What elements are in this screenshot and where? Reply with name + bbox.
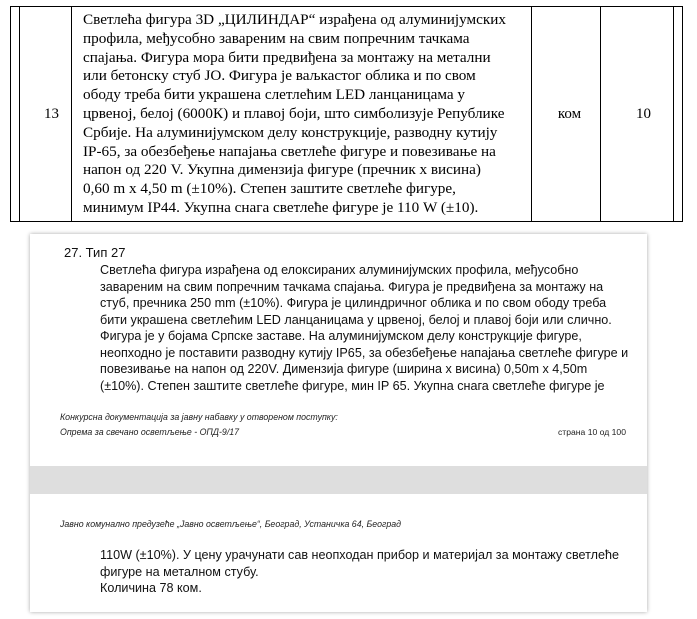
document-page (30, 234, 647, 612)
description-line: 0,60 m x 4,50 m (±10%). Степен заштите светлеће фигуре, (83, 180, 456, 198)
body-line: бити украшена светлећим LED ланцаницама у црвеној, белој и плавој боји или слично. (100, 312, 612, 327)
footer-tender-doc: Конкурсна документација за јавну набавку у отвореном поступку: (60, 412, 338, 422)
body-line: повезивање на напон од 220V. Димензија фигуре (ширина х висина) 0,50m x 4,50m (100, 362, 588, 376)
row-quantity: 10 (636, 105, 651, 122)
description-line: или бетонску стуб ЈО. Фигура је ваљкастог облика и по свом (83, 67, 476, 85)
page-break-separator (30, 466, 647, 494)
page-number: страна 10 од 100 (558, 427, 626, 437)
body-line: (±10%). Степен заштите светлеће фигуре, мин IP 65. Укупна снага светлеће фигуре је (100, 378, 605, 393)
next-page-header: Јавно комунално предузеће „Јавно осветљење“, Београд, Устаничка 64, Београд (60, 519, 401, 529)
continuation-line: 110W (±10%). У цену урачунати сав неопходан прибор и материјал за монтажу светлеће (100, 548, 619, 562)
description-line: профила, међусобно завареним на свим попречним тачкама (83, 29, 470, 47)
table-border-left-inner (19, 7, 20, 221)
item-body-continuation (100, 547, 620, 597)
description-line: ободу треба бити украшена слетлећим LED ланцаницама у (83, 86, 466, 104)
body-line: Фигура је у бојама Српске заставе. На алуминијумском делу конструкције фигуре, (100, 329, 582, 343)
description-line: црвеној, белој (6000К) и плавој боји, што симболизује Републике (83, 104, 505, 122)
description-line: минимум IP44. Укупна снага светлеће фигуре је 110 W (±10). (83, 198, 479, 216)
description-line: Светлећа фигура 3D „ЦИЛИНДАР“ израђена од алуминијумских (83, 11, 506, 28)
body-line: Светлећа фигура израђена од елоксираних алуминијумских профила, међусобно (100, 263, 579, 277)
description-line: напон од 220 V. Укупна димензија фигуре (пречник х висина) (83, 161, 481, 179)
description-line: Србије. На алуминијумском делу конструкције, разводну кутију (83, 123, 498, 141)
continuation-line: фигуре на металном стубу. (100, 564, 259, 579)
item-body (100, 262, 629, 394)
description-line: спајања. Фигура мора бити предвиђена за монтажу на метални (83, 48, 491, 66)
row-number: 13 (44, 105, 59, 122)
description-line: IP-65, за обезбеђење напајања светлеће фигуре и повезивање на (83, 142, 496, 160)
body-line: завареним на свим попречним тачкама спајања. Фигура је предвиђена за монтажу на (100, 279, 604, 294)
continuation-line: Количина 78 ком. (100, 581, 202, 595)
row-unit: ком (557, 105, 582, 122)
item-heading: 27. Тип 27 (64, 245, 126, 260)
footer-tender-title: Опрема за свечано осветљење - ОПД-9/17 (60, 427, 240, 437)
body-line: стуб, пречника 250 mm (±10%). Фигура је цилиндричног облика и по свом ободу треба (100, 296, 607, 310)
row-description (83, 11, 538, 218)
body-line: неопходно је поставити разводну кутију IP65, за обезбеђење напајања светлеће фигуре и (100, 345, 629, 360)
spec-table-row (10, 6, 683, 222)
